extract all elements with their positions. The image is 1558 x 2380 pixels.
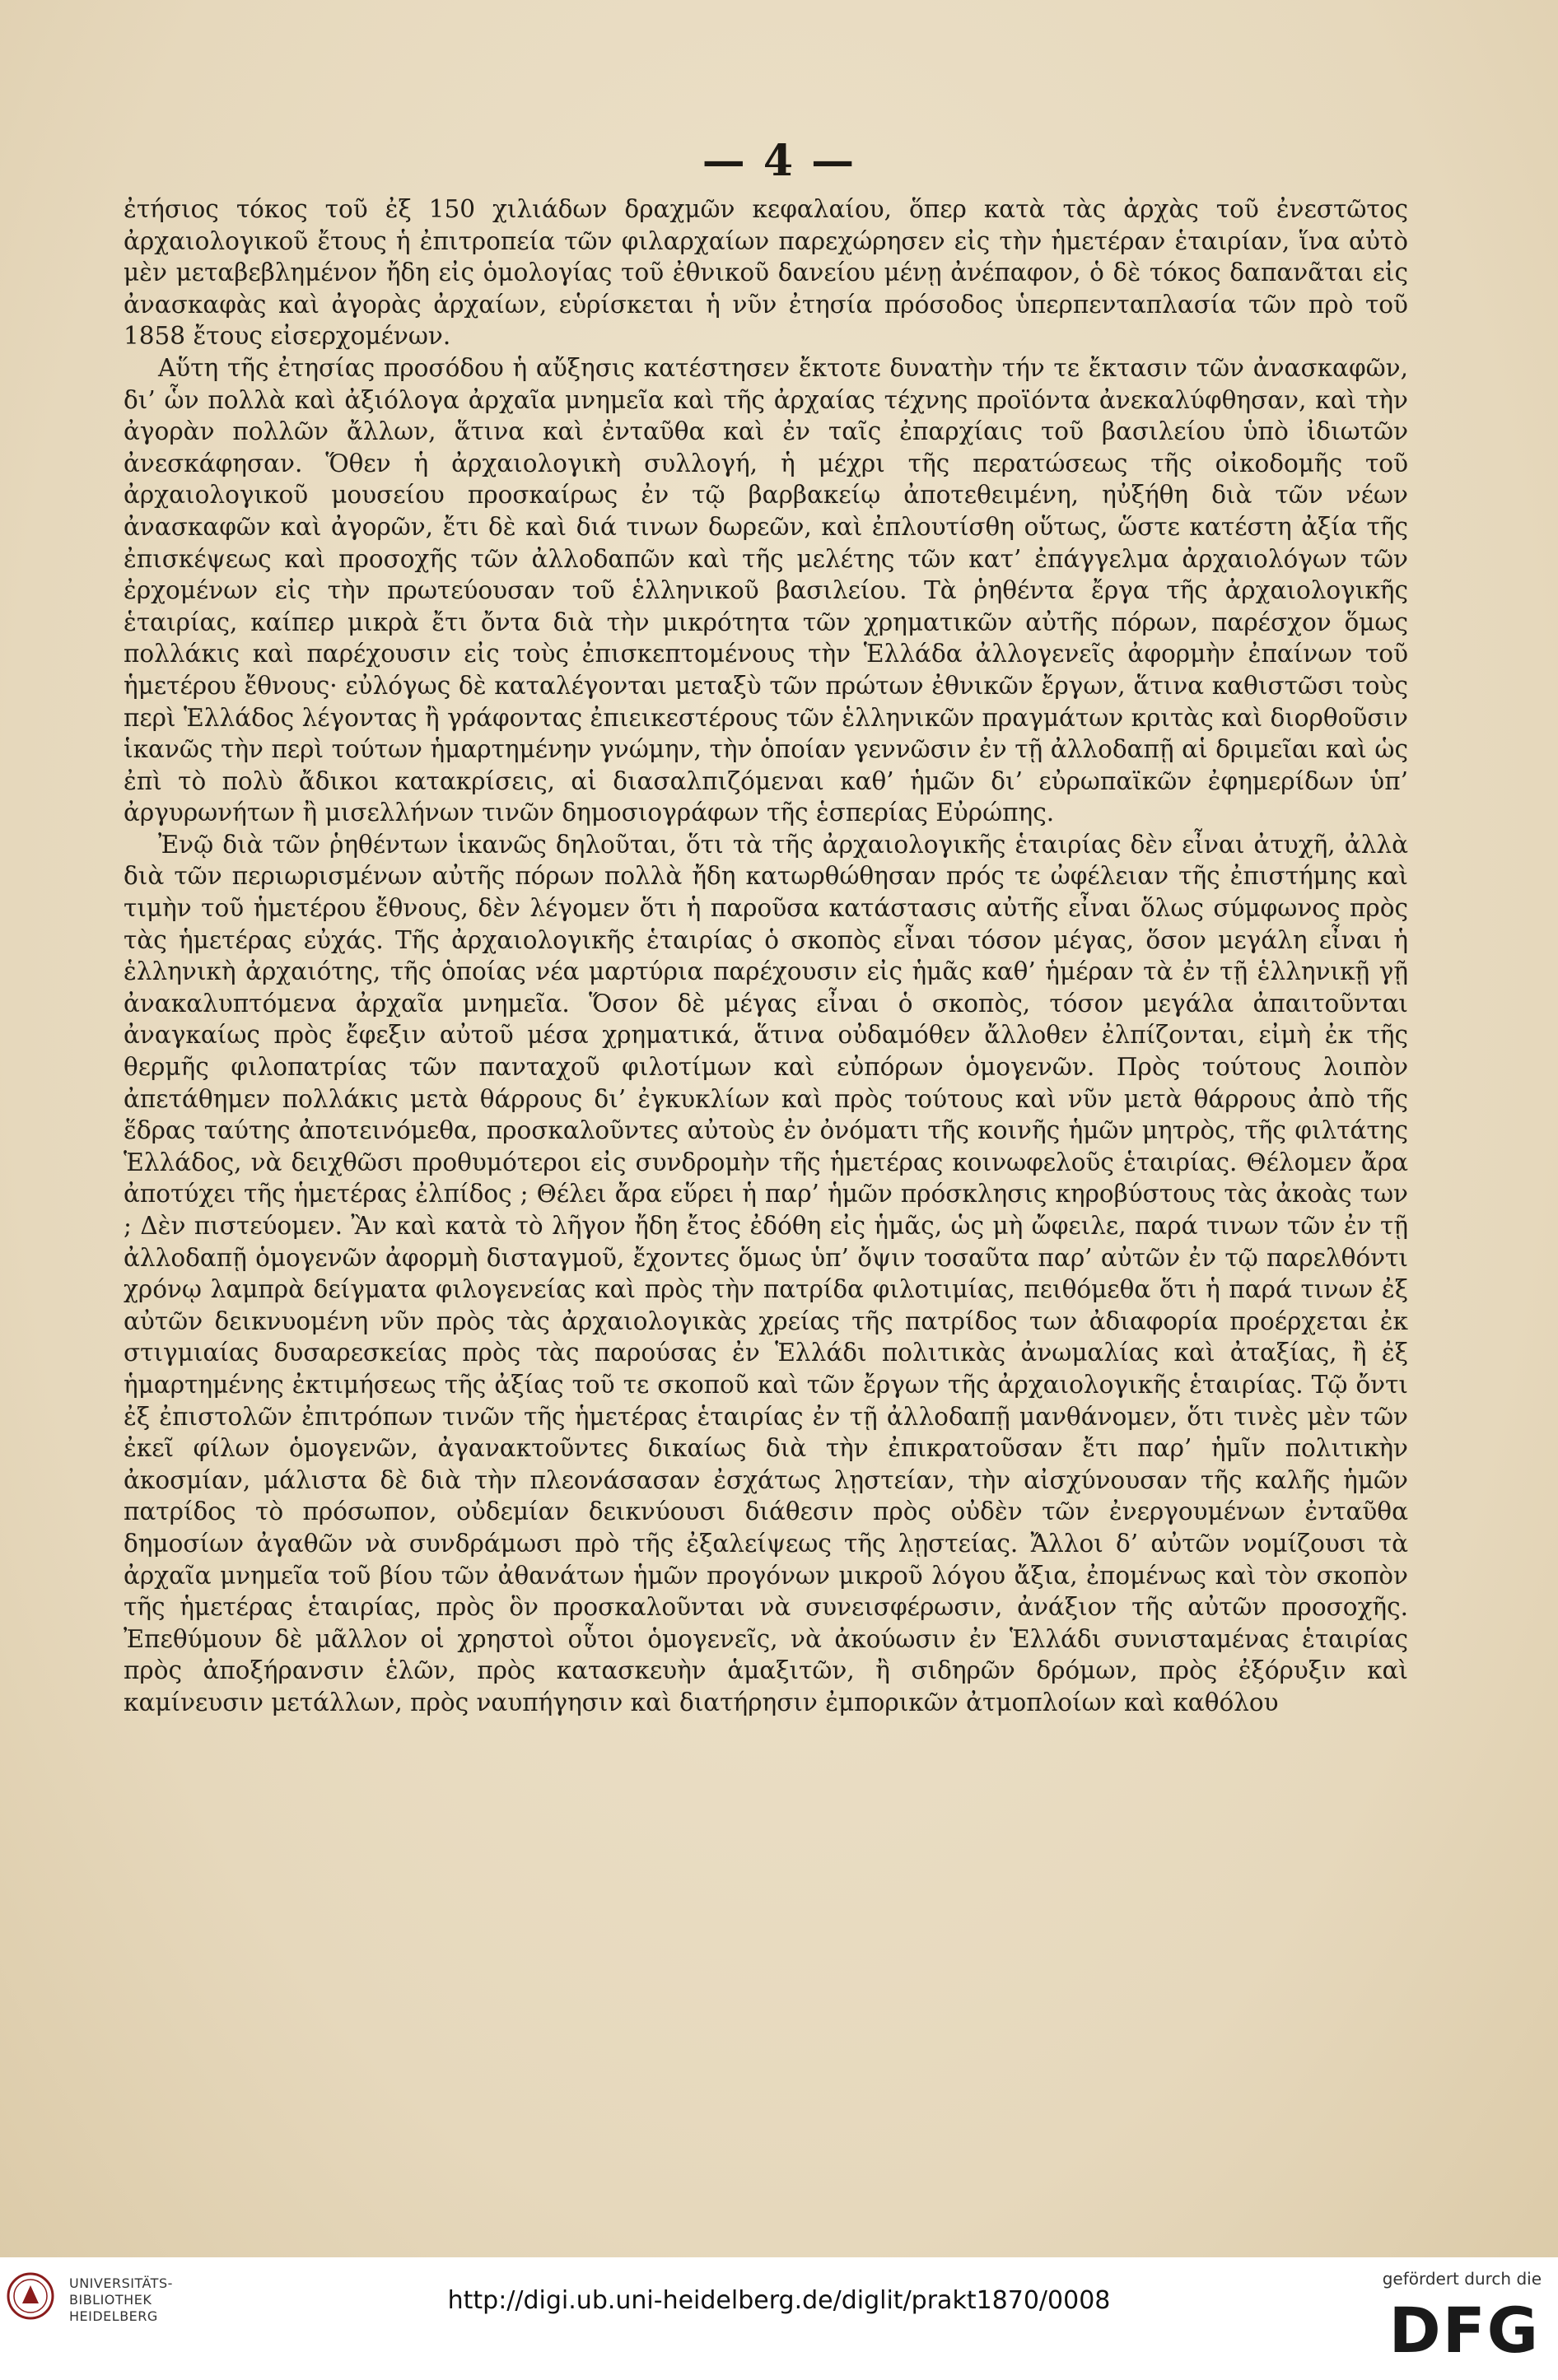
- paragraph: Ἐνῷ διὰ τῶν ῥηθέντων ἱκανῶς δηλοῦται, ὅτι τὰ τῆς ἀρχαιολογικῆς ἑταιρίας δὲν εἶναι ἀτυχῆ, ἀλλὰ διὰ τῶν περιωρισμένων αὐτῆς πόρων πολλὰ ἤδη κατωρθώθησαν πρός τε ὠφέλειαν τῆς ἐπιστήμης καὶ τιμὴν τοῦ ἡμετέρου ἔθνους, δὲν λέγομεν ὅτι ἡ παροῦσα κατάστασις αὐτῆς εἶναι ὅλως σύμφωνος πρὸς τὰς ἡμετέρας εὐχάς. Τῆς ἀρχαιολογικῆς ἑταιρίας ὁ σκοπὸς εἶναι τόσον μέγας, ὅσον μεγάλη εἶναι ἡ ἑλληνικὴ ἀρχαιότης, τῆς ὁποίας νέα μαρτύρια παρέχουσιν εἰς ἡμᾶς καθ’ ἡμέραν τὰ ἐν τῇ ἑλληνικῇ γῇ ἀνακαλυπτόμενα ἀρχαῖα μνημεῖα. Ὅσον δὲ μέγας εἶναι ὁ σκοπὸς, τόσον μεγάλα ἀπαιτοῦνται ἀναγκαίως πρὸς ἔφεξιν αὐτοῦ μέσα χρηματικά, ἅτινα οὐδαμόθεν ἄλλοθεν ἐλπίζονται, εἰμὴ ἐκ τῆς θερμῆς φιλοπατρίας τῶν πανταχοῦ φιλοτίμων καὶ εὐπόρων ὁμογενῶν. Πρὸς τούτους λοιπὸν ἀπετάθημεν πολλάκις μετὰ θάρρους δι’ ἐγκυκλίων καὶ πρὸς τούτους καὶ νῦν μετὰ θάρρους ἀπὸ τῆς ἕδρας ταύτης ἀποτεινόμεθα, προσκαλοῦντες αὐτοὺς ἐν ὀνόματι τῆς κοινῆς ἡμῶν μητρὸς, τῆς φιλτάτης Ἑλλάδος, νὰ δειχθῶσι προθυμότεροι εἰς συνδρομὴν τῆς ἡμετέρας κοινωφελοῦς ἑταιρίας. Θέλομεν ἄρα ἀποτύχει τῆς ἡμετέρας ἐλπίδος ; Θέλει ἄρα εὕρει ἡ παρ’ ἡμῶν πρόσκλησις κηροβύστους τὰς ἀκοὰς των ; Δὲν πιστεύομεν. Ἂν καὶ κατὰ τὸ λῆγον ἤδη ἔτος ἐδόθη εἰς ἡμᾶς, ὡς μὴ ὤφειλε, παρά τινων τῶν ἐν τῇ ἀλλοδαπῇ ὁμογενῶν ἀφορμὴ δισταγμοῦ, ἔχοντες ὅμως ὑπ’ ὄψιν τοσαῦτα παρ’ αὐτῶν ἐν τῷ παρελθόντι χρόνῳ λαμπρὰ δείγματα φιλογενείας καὶ πρὸς τὴν πατρίδα φιλοτιμίας, πειθόμεθα ὅτι ἡ παρά τινων ἐξ αὐτῶν δεικνυομένη νῦν πρὸς τὰς ἀρχαιολογικὰς χρείας τῆς πατρίδος των ἀδιαφορία προέρχεται ἐκ στιγμιαίας δυσαρεσκείας πρὸς τὰς παρούσας ἐν Ἑλλάδι πολιτικὰς ἀνωμαλίας καὶ ἀταξίας, ἢ ἐξ ἡμαρτημένης ἐκτιμήσεως τῆς ἀξίας τοῦ τε σκοποῦ καὶ τῶν ἔργων τῆς ἀρχαιολογικῆς ἑταιρίας. Τῷ ὄντι ἐξ ἐπιστολῶν ἐπιτρόπων τινῶν τῆς ἡμετέρας ἑταιρίας ἐν τῇ ἀλλοδαπῇ μανθάνομεν, ὅτι τινὲς μὲν τῶν ἐκεῖ φίλων ὁμογενῶν, ἀγανακτοῦντες δικαίως διὰ τὴν ἐπικρατοῦσαν ἔτι παρ’ ἡμῖν πολιτικὴν ἀκοσμίαν, μάλιστα δὲ διὰ τὴν πλεονάσασαν ἐσχάτως λῃστείαν, τὴν αἰσχύνουσαν τῆς καλῆς ἡμῶν πατρίδος τὸ πρόσωπον, οὐδεμίαν δεικνύουσι διάθεσιν πρὸς οὐδὲν τῶν ἐνεργουμένων ἐνταῦθα δημοσίων ἀγαθῶν νὰ συνδράμωσι πρὸ τῆς ἐξαλείψεως τῆς λῃστείας. Ἄλλοι δ’ αὐτῶν νομίζουσι τὰ ἀρχαῖα μνημεῖα τοῦ βίου τῶν ἀθανάτων ἡμῶν προγόνων μικροῦ λόγου ἄξια, ἐπομένως καὶ τὸν σκοπὸν τῆς ἡμετέρας ἑταιρίας, πρὸς ὃν προσκαλοῦνται νὰ συνεισφέρωσιν, ἀνάξιον τῆς αὐτῶν προσοχῆς. Ἐπεθύμουν δὲ μᾶλλον οἱ χρηστοὶ οὗτοι ὁμογενεῖς, νὰ ἀκούωσιν ἐν Ἑλλάδι συνισταμένας ἑταιρίας πρὸς ἀποξήρανσιν ἑλῶν, πρὸς κατασκευὴν ἁμαξιτῶν, ἢ σιδηρῶν δρόμων, πρὸς ἐξόρυξιν καὶ καμίνευσιν μετάλλων, πρὸς ναυπήγησιν καὶ διατήρησιν ἐμπορικῶν ἀτμοπλοίων καὶ καθόλου: [124, 830, 1408, 1716]
- funding-label: gefördert durch die: [1382, 2269, 1542, 2289]
- body-text: [124, 193, 1408, 1719]
- source-url-link[interactable]: http://digi.ub.uni-heidelberg.de/diglit/prakt1870/0008: [447, 2286, 1111, 2315]
- dfg-logo[interactable]: DFG: [1388, 2294, 1540, 2367]
- page-number: — 4 —: [702, 136, 856, 186]
- institution-name-line: UNIVERSITÄTS-: [69, 2275, 173, 2291]
- paragraph: Αὕτη τῆς ἐτησίας προσόδου ἡ αὔξησις κατέστησεν ἔκτοτε δυνατὴν τήν τε ἔκτασιν τῶν ἀνασκαφῶν, δι’ ὧν πολλὰ καὶ ἀξιόλογα ἀρχαῖα μνημεῖα καὶ τῆς ἀρχαίας τέχνης προϊόντα ἀνεκαλύφθησαν, καὶ τὴν ἀγορὰν πολλῶν ἄλλων, ἅτινα καὶ ἐνταῦθα καὶ ἐν ταῖς ἐπαρχίαις τοῦ βασιλείου ὑπὸ ἰδιωτῶν ἀνεσκάφησαν. Ὅθεν ἡ ἀρχαιολογικὴ συλλογή, ἡ μέχρι τῆς περατώσεως τῆς οἰκοδομῆς τοῦ ἀρχαιολογικοῦ μουσείου προσκαίρως ἐν τῷ βαρβακείῳ ἀποτεθειμένη, ηὐξήθη διὰ τῶν νέων ἀνασκαφῶν καὶ ἀγορῶν, ἔτι δὲ καὶ διά τινων δωρεῶν, καὶ ἐπλουτίσθη οὕτως, ὥστε κατέστη ἀξία τῆς ἐπισκέψεως καὶ προσοχῆς τῶν ἀλλοδαπῶν καὶ τῆς μελέτης τῶν κατ’ ἐπάγγελμα ἀρχαιολόγων τῶν ἐρχομένων εἰς τὴν πρωτεύουσαν τοῦ ἑλληνικοῦ βασιλείου. Τὰ ῥηθέντα ἔργα τῆς ἀρχαιολογικῆς ἑταιρίας, καίπερ μικρὰ ἔτι ὄντα διὰ τὴν μικρότητα τῶν χρηματικῶν αὐτῆς πόρων, παρέσχον ὅμως πολλάκις καὶ παρέχουσιν εἰς τοὺς ἐπισκεπτομένους τὴν Ἑλλάδα ἀλλογενεῖς ἀφορμὴν ἐπαίνων τοῦ ἡμετέρου ἔθνους· εὐλόγως δὲ καταλέγονται μεταξὺ τῶν πρώτων ἐθνικῶν ἔργων, ἅτινα καθιστῶσι τοὺς περὶ Ἑλλάδος λέγοντας ἢ γράφοντας ἐπιεικεστέρους τῶν ἑλληνικῶν πραγμάτων κριτὰς καὶ διορθοῦσιν ἱκανῶς τὴν περὶ τούτων ἡμαρτημένην γνώμην, τὴν ὁποίαν γεννῶσιν ἐν τῇ ἀλλοδαπῇ αἱ δριμεῖαι καὶ ὡς ἐπὶ τὸ πολὺ ἄδικοι κατακρίσεις, αἱ διασαλπιζόμεναι καθ’ ἡμῶν δι’ εὐρωπαϊκῶν ἐφημερίδων ὑπ’ ἀργυρωνήτων ἢ μισελλήνων τινῶν δημοσιογράφων τῆς ἑσπερίας Εὐρώπης.: [124, 353, 1408, 827]
- institution-name-line: HEIDELBERG: [69, 2308, 158, 2324]
- paragraph: ἐτήσιος τόκος τοῦ ἐξ 150 χιλιάδων δραχμῶν κεφαλαίου, ὅπερ κατὰ τὰς ἀρχὰς τοῦ ἐνεστῶτος ἀρχαιολογικοῦ ἔτους ἡ ἐπιτροπεία τῶν φιλαρχαίων παρεχώρησεν εἰς τὴν ἡμετέραν ἑταιρίαν, ἵνα αὐτὸ μὲν μεταβεβλημένον ἤδη εἰς ὁμολογίας τοῦ ἐθνικοῦ δανείου μένῃ ἀνέπαφον, ὁ δὲ τόκος δαπανᾶται εἰς ἀνασκαφὰς καὶ ἀγορὰς ἀρχαίων, εὑρίσκεται ἡ νῦν ἐτησία πρόσοδος ὑπερπενταπλασία τῶν πρὸ τοῦ 1858 ἔτους εἰσερχομένων.: [124, 195, 1408, 351]
- footer-bar: [0, 2257, 1558, 2380]
- institution-name-line: BIBLIOTHEK: [69, 2292, 152, 2308]
